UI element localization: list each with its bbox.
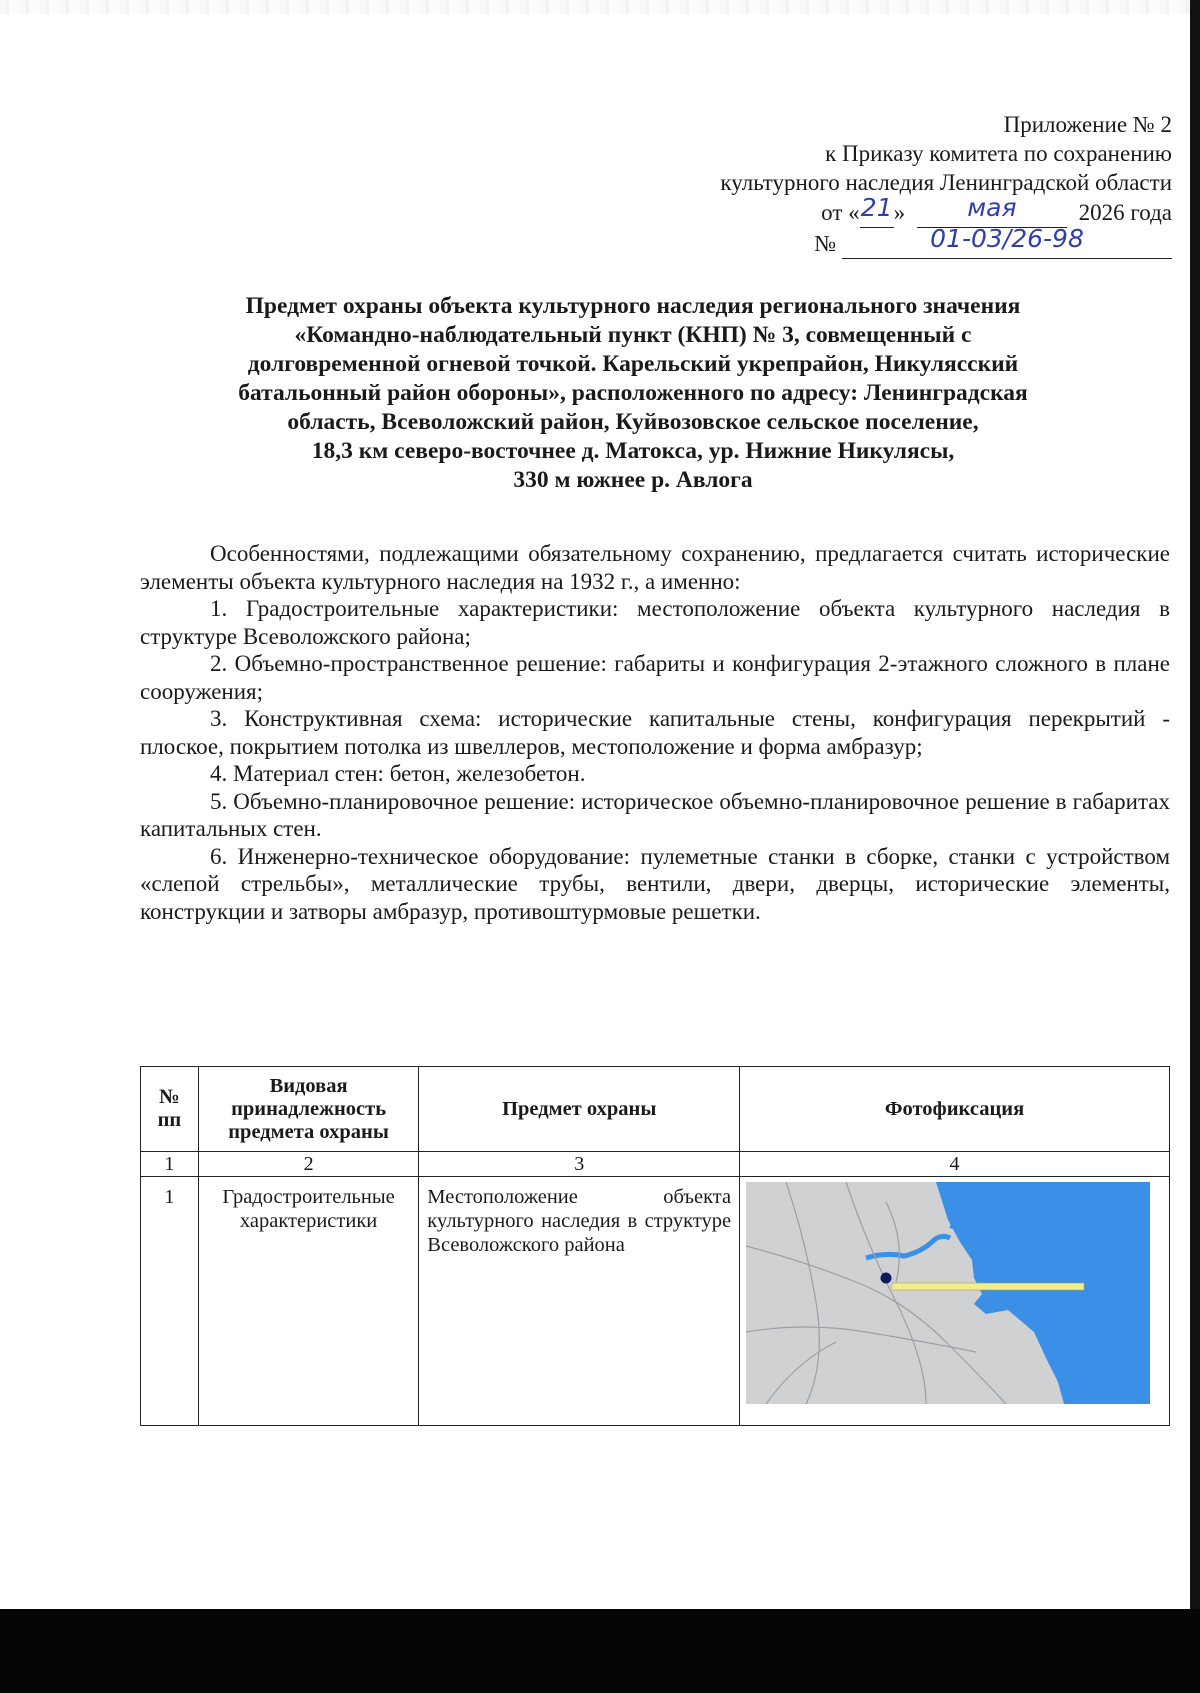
appendix-order-ref: к Приказу комитета по сохранению	[825, 141, 1172, 166]
order-number-field	[842, 224, 1172, 259]
title-line: «Командно-наблюдательный пункт (КНП) № 3, совмещенный с	[294, 322, 972, 348]
location-map	[746, 1182, 1150, 1404]
list-item: 6. Инженерно-техническое оборудование: пулеметные станки в сборке, станки с устройством «слепой стрельбы», металлические трубы, вентили, двери, дверцы, исторические элементы, конструкции и затворы амбразур, противоштурмовые решетки.	[140, 843, 1170, 924]
location-map-image	[746, 1182, 1150, 1404]
title-line: область, Всеволожский район, Куйвозовское сельское поселение,	[287, 409, 979, 435]
map-object-label	[892, 1283, 1084, 1290]
title-line: 330 м южнее р. Авлога	[513, 467, 753, 493]
number-prefix: №	[814, 231, 837, 256]
row-number: 1	[141, 1177, 199, 1426]
protection-subject-table	[140, 1066, 1170, 1426]
map-river-mouth	[950, 1226, 956, 1228]
date-day-handwritten: 21	[860, 193, 893, 222]
table-header-row	[141, 1067, 1170, 1152]
row-type: Градостроительные характеристики	[198, 1177, 418, 1426]
col-number: 4	[740, 1152, 1170, 1177]
document-title	[140, 292, 1126, 495]
date-month-handwritten: мая	[967, 193, 1017, 222]
order-number-line	[720, 224, 1172, 259]
date-mid: »	[893, 200, 906, 225]
intro-paragraph: Особенностями, подлежащими обязательному сохранению, предлагается считать исторические элементы объекта культурного наследия на 1932 г., а именно:	[140, 541, 1170, 594]
title-line: Предмет охраны объекта культурного наследия регионального значения	[245, 293, 1021, 319]
list-item: 3. Конструктивная схема: исторические капитальные стены, конфигурация перекрытий - плоское, покрытием потолка из швеллеров, местоположение и форма амбразур;	[140, 706, 1170, 759]
list-item: 2. Объемно-пространственное решение: габариты и конфигурация 2-этажного сложного в плане сооружения;	[140, 651, 1170, 704]
column-number-row	[141, 1152, 1170, 1177]
row-subject: Местоположение объекта культурного наследия в структуре Всеволожского района	[419, 1177, 740, 1426]
order-number-handwritten: 01-03/26-98	[930, 224, 1084, 253]
appendix-number: Приложение № 2	[1003, 112, 1172, 137]
title-line: батальонный район обороны», расположенного по адресу: Ленинградская	[238, 380, 1028, 406]
row-photo	[740, 1177, 1170, 1426]
scan-right-border	[1190, 0, 1200, 1693]
date-year: 2026 года	[1078, 200, 1172, 225]
col-number: 2	[198, 1152, 418, 1177]
header-photo: Фотофиксация	[740, 1067, 1170, 1152]
title-line: долговременной огневой точкой. Карельский укрепрайон, Никулясский	[247, 351, 1019, 377]
appendix-committee: культурного наследия Ленинградской области	[720, 170, 1172, 195]
scan-bottom-border	[0, 1609, 1200, 1693]
title-line: 18,3 км северо-восточнее д. Матокса, ур. Нижние Никулясы,	[311, 438, 955, 464]
scan-top-edge	[0, 0, 1200, 14]
object-location-marker	[881, 1273, 892, 1284]
header-subject: Предмет охраны	[419, 1067, 740, 1152]
table-row	[141, 1177, 1170, 1426]
header-number: № пп	[141, 1067, 199, 1152]
document-body	[140, 540, 1170, 925]
appendix-header	[720, 110, 1172, 259]
date-day-field	[860, 193, 894, 228]
col-number: 1	[141, 1152, 199, 1177]
col-number: 3	[419, 1152, 740, 1177]
header-type: Видовая принадлежность предмета охраны	[198, 1067, 418, 1152]
date-prefix: от «	[821, 200, 860, 225]
list-item: 5. Объемно-планировочное решение: историческое объемно-планировочное решение в габаритах капитальных стен.	[140, 788, 1170, 841]
list-item: 4. Материал стен: бетон, железобетон.	[210, 761, 586, 786]
list-item: 1. Градостроительные характеристики: местоположение объекта культурного наследия в структуре Всеволожского района;	[140, 596, 1170, 649]
